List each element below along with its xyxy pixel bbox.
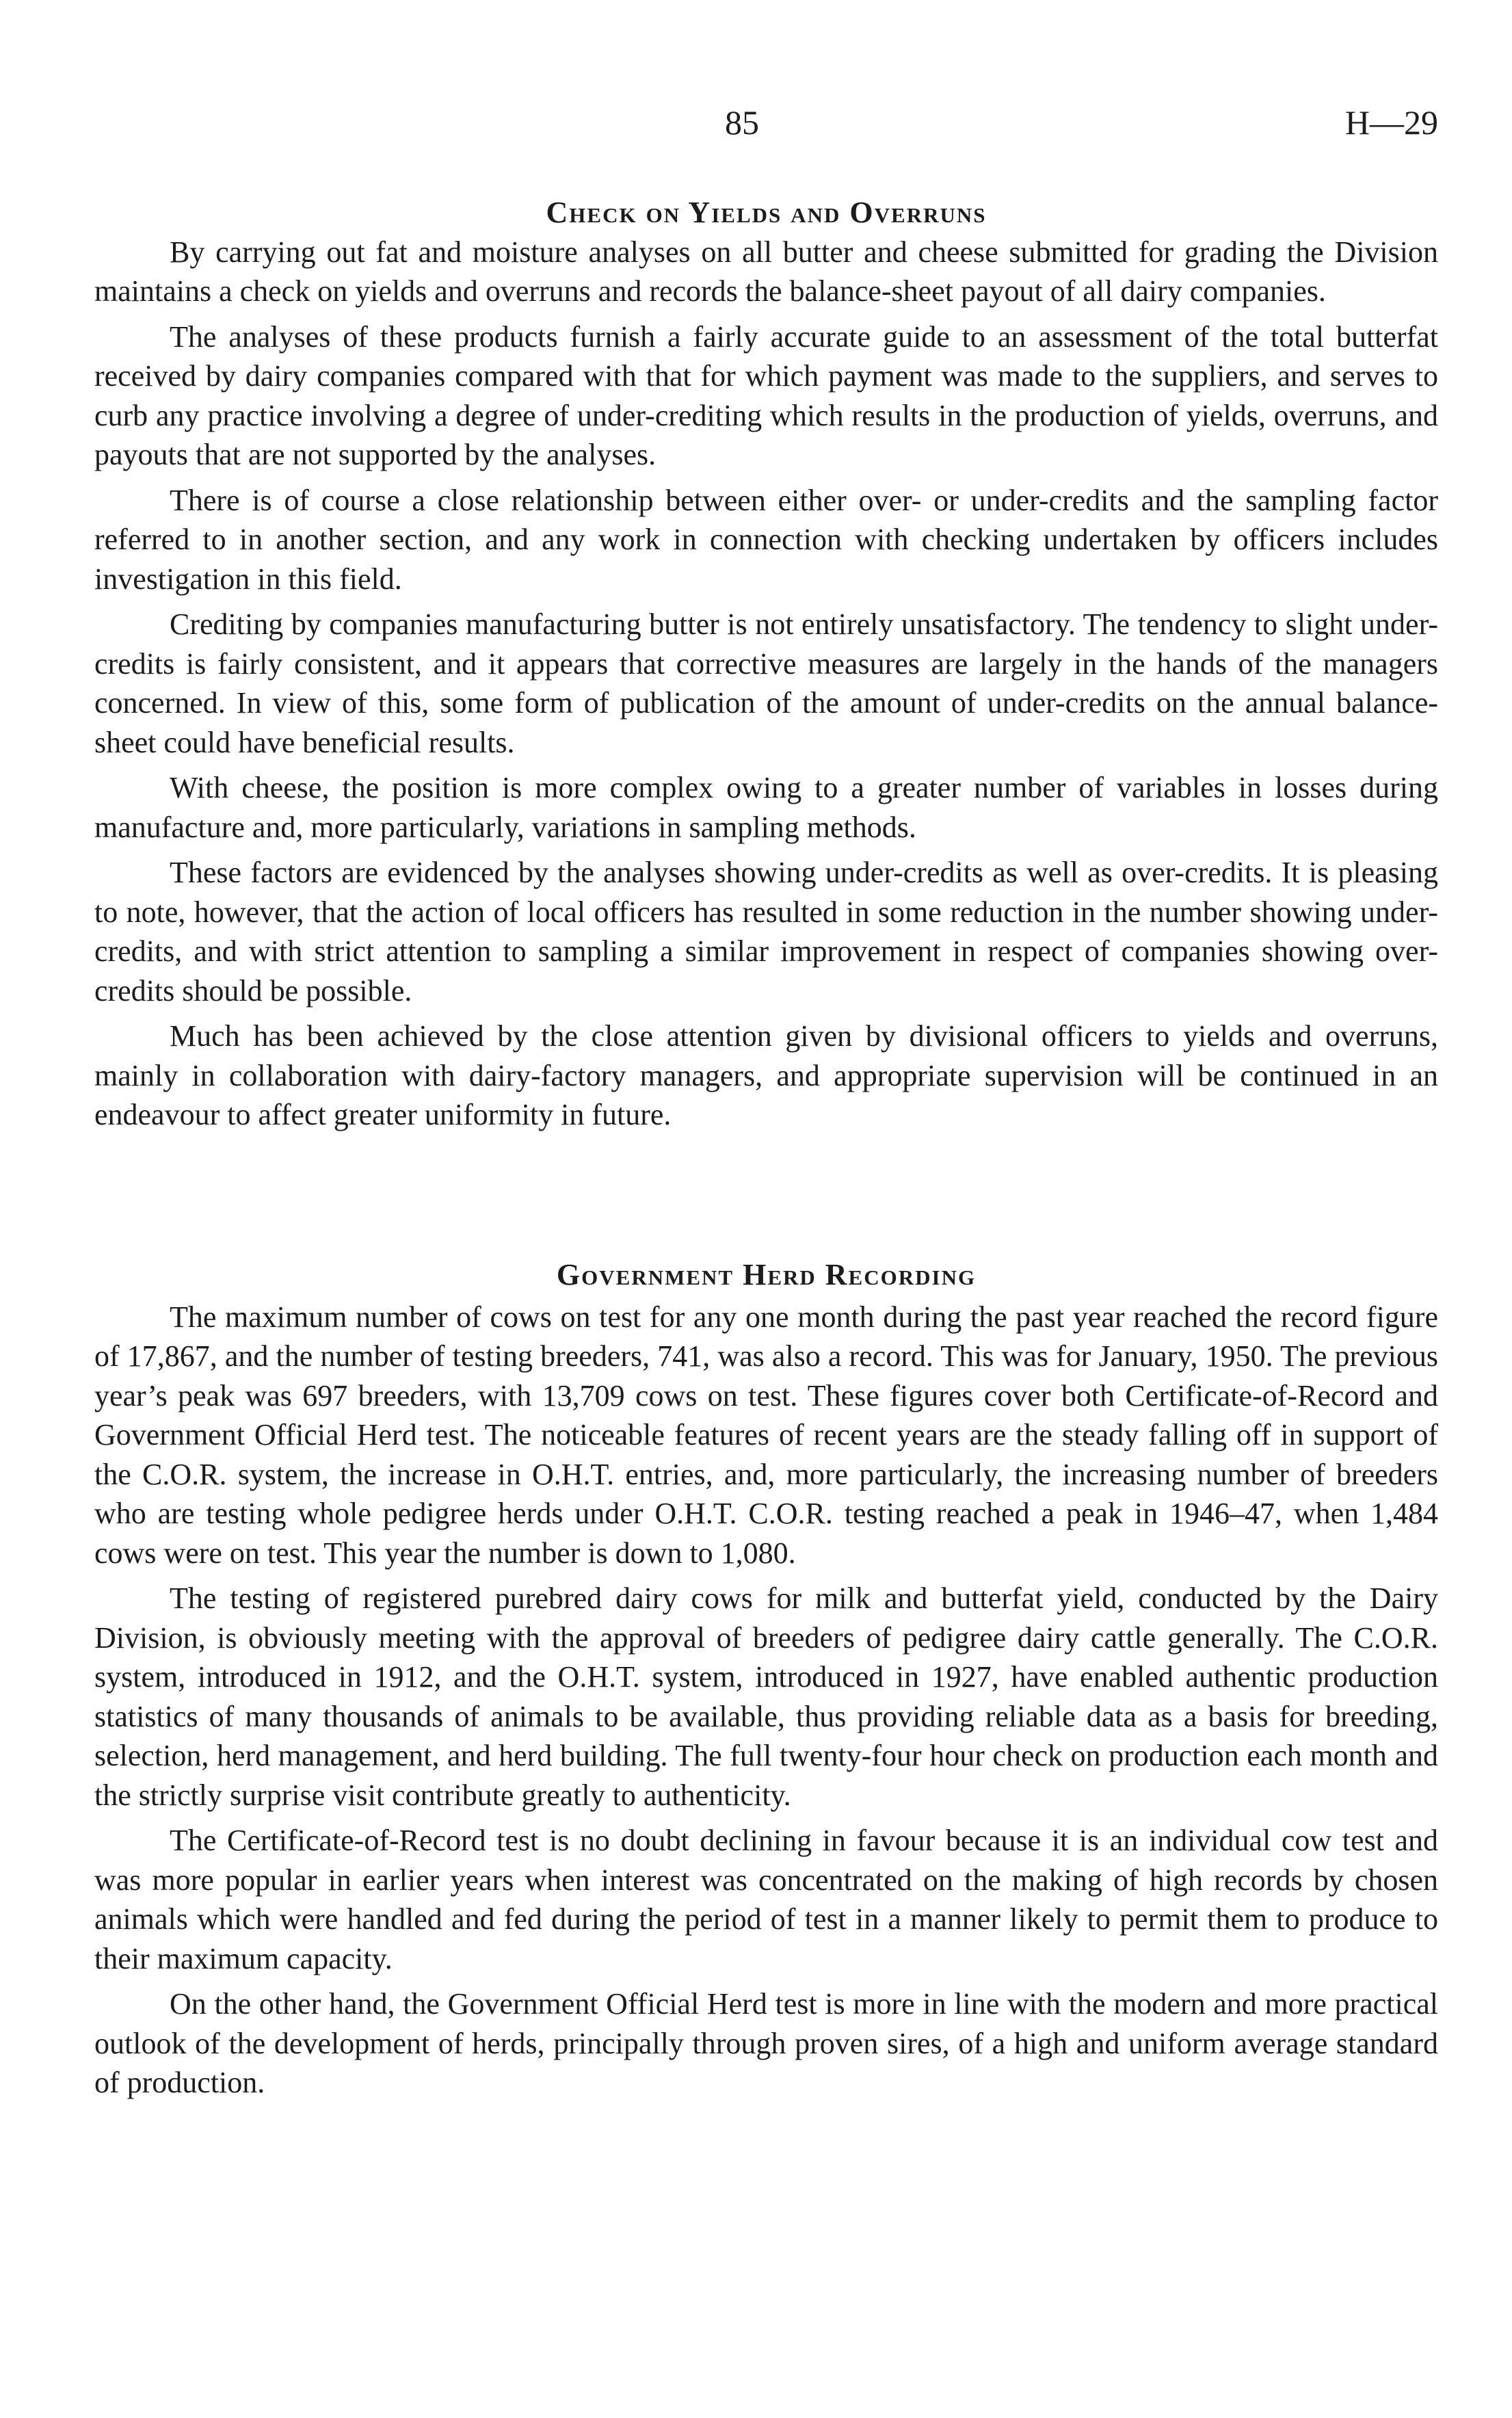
paragraph: Much has been achieved by the close attention given by divisional officers to yields and overruns, mainly in collaboration with dairy-factory managers, and appropriate supervision will be continued in an endeavour to affect greater uniformity in future. — [94, 1019, 1438, 1131]
page-number: 85 — [725, 103, 759, 142]
section-check-on-yields — [94, 193, 1438, 1141]
section-heading: Government Herd Recording — [556, 1258, 977, 1291]
document-reference: H—29 — [1344, 103, 1438, 142]
paragraph: The Certificate-of-Record test is no doubt declining in favour because it is an individual cow test and was more popular in earlier years when interest was concentrated on the making of high records by chosen animals which were handled and fed during the period of test in a manner likely to permit them to produce to their maximum capacity. — [94, 1824, 1438, 1975]
paragraph: The testing of registered purebred dairy cows for milk and butterfat yield, conducted by the Dairy Division, is obviously meeting with the approval of breeders of pedigree dairy cattle generally. The C.O.R. system, introduced in 1912, and the O.H.T. system, introduced in 1927, have enabled authentic production statistics of many thousands of animals to be available, thus providing reliable data as a basis for breeding, selection, herd management, and herd building. The full twenty-four hour check on production each month and the strictly surprise visit contribute greatly to authenticity. — [94, 1581, 1438, 1812]
running-header — [0, 103, 1512, 150]
section-government-herd-recording — [94, 1255, 1438, 2109]
paragraph: By carrying out fat and moisture analyses on all butter and cheese submitted for grading the Division maintains a check on yields and overruns and records the balance-sheet payout of all dairy companies. — [94, 235, 1438, 308]
paragraph: Crediting by companies manufacturing butter is not entirely unsatisfactory. The tendency to slight under-credits is fairly consistent, and it appears that corrective measures are largely in the hands of the managers concerned. In view of this, some form of publication of the amount of under-credits on the annual balance-sheet could have beneficial results. — [94, 607, 1438, 759]
paragraph: These factors are evidenced by the analyses showing under-credits as well as over-credits. It is pleasing to note, however, that the action of local officers has resulted in some reduction in the number showing under-credits, and with strict attention to sampling a similar improvement in respect of companies showing over-credits should be possible. — [94, 856, 1438, 1008]
paragraph: The maximum number of cows on test for any one month during the past year reached the record figure of 17,867, and the number of testing breeders, 741, was also a record. This was for January, 1950. The previous year’s peak was 697 breeders, with 13,709 cows on test. These figures cover both Certificate-of-Record and Government Official Herd test. The noticeable features of recent years are the steady falling off in support of the C.O.R. system, the increase in O.H.T. entries, and, more particularly, the increasing number of breeders who are testing whole pedigree herds under O.H.T. C.O.R. testing reached a peak in 1946–47, when 1,484 cows were on test. This year the number is down to 1,080. — [94, 1300, 1438, 1570]
paragraph: The analyses of these products furnish a fairly accurate guide to an assessment of the total butterfat received by dairy companies compared with that for which payment was made to the suppliers, and serves to curb any practice involving a degree of under-crediting which results in the production of yields, overruns, and payouts that are not supported by the analyses. — [94, 319, 1438, 471]
paragraph: With cheese, the position is more complex owing to a greater number of variables in losses during manufacture and, more particularly, variations in sampling methods. — [94, 771, 1438, 844]
paragraph: There is of course a close relationship between either over- or under-credits and the sampling factor referred to in another section, and any work in connection with checking undertaken by officers includes investigation in this field. — [94, 483, 1438, 596]
paragraph: On the other hand, the Government Official Herd test is more in line with the modern and more practical outlook of the development of herds, principally through proven sires, of a high and uniform average standard of production. — [94, 1987, 1438, 2099]
section-heading: Check on Yields and Overruns — [546, 196, 987, 229]
